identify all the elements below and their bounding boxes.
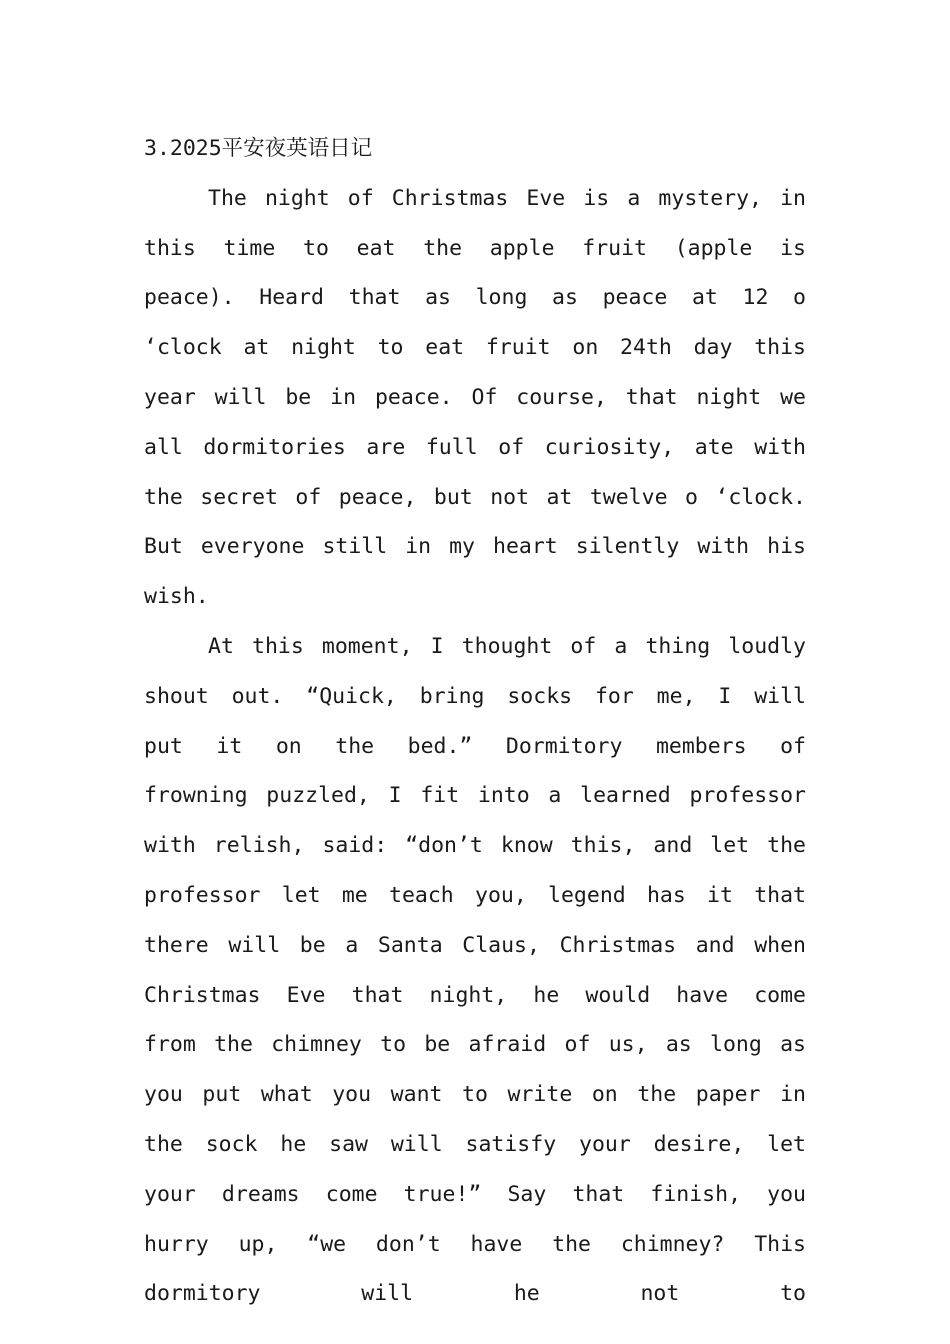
paragraph-socks-santa: At this moment, I thought of a thing loudly shout out. “Quick, bring socks for me, I will put it on the bed.” Dormitory members of frowning puzzled, I fit into a learned professor with relish, said: “don’t know this, and let the professor let me teach you, legend has it that there will be a Santa Claus, Christmas and when Christmas Eve that night, he would have come from the chimney to be afraid of us, as long as you put what you want to write on the paper in the sock he saw will satisfy your desire, let your dreams come true!” Say that finish, you hurry up, “we don’t have the chimney? This dormitory will he not to — [144, 633, 806, 1307]
document-title: 3.2025平安夜英语日记 — [144, 136, 373, 161]
paragraph-christmas-eve-apple: The night of Christmas Eve is a mystery, in this time to eat the apple fruit (apple is peace). Heard that as long as peace at 12 o ‘clock at night to eat fruit on 24th day this year will be in peace. Of course, that night we all dormitories are full of curiosity, ate with the secret of peace, but not at twelve o ‘clock. But everyone still in my heart silently with his wish. — [144, 185, 806, 610]
document-body — [144, 124, 806, 1319]
